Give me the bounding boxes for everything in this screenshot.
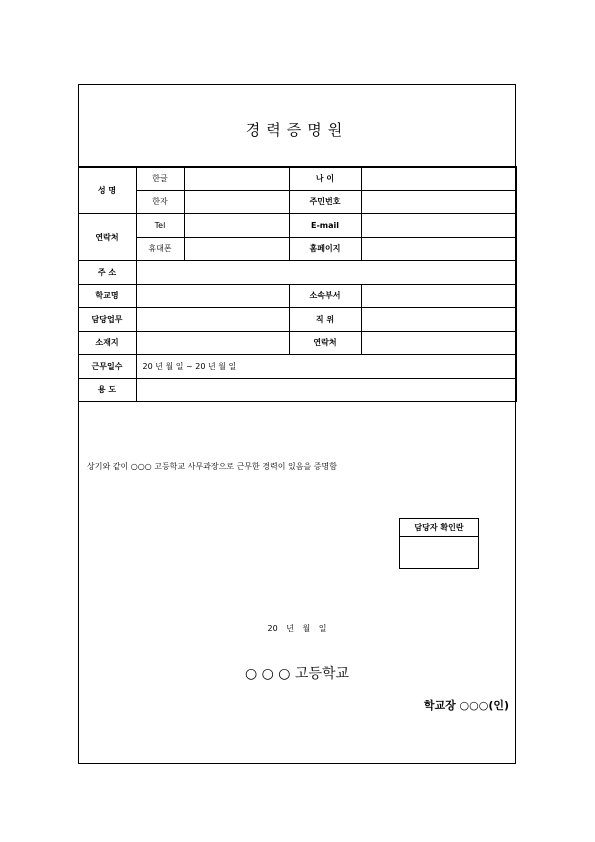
field-school-name[interactable] xyxy=(136,284,289,308)
label-age: 나 이 xyxy=(289,167,361,191)
label-hangul: 한글 xyxy=(136,167,184,191)
field-address[interactable] xyxy=(136,261,516,285)
label-name: 성 명 xyxy=(78,167,136,214)
label-purpose: 용 도 xyxy=(78,378,136,402)
principal-signature: 학교장 ○○○(인) xyxy=(423,699,509,712)
field-duty[interactable] xyxy=(136,308,289,332)
certificate-frame xyxy=(78,84,516,764)
label-hanja: 한자 xyxy=(136,190,184,214)
field-mobile[interactable] xyxy=(184,237,289,261)
field-hanja-name[interactable] xyxy=(184,190,289,214)
label-homepage: 홈페이지 xyxy=(289,237,361,261)
label-school-name: 학교명 xyxy=(78,284,136,308)
field-age[interactable] xyxy=(361,167,516,191)
document-title: 경력증명원 xyxy=(245,121,349,139)
label-email: E-mail xyxy=(289,214,361,238)
confirm-box xyxy=(399,518,479,569)
field-resident-no[interactable] xyxy=(361,190,516,214)
field-contact2[interactable] xyxy=(361,331,516,355)
info-table xyxy=(78,166,517,402)
field-purpose[interactable] xyxy=(136,378,516,402)
certification-statement: 상기와 같이 ○○○ 고등학교 사무과장으로 근무한 경력이 있음을 증명함 xyxy=(87,462,337,471)
field-location[interactable] xyxy=(136,331,289,355)
title-area xyxy=(79,85,515,168)
label-address: 주 소 xyxy=(78,261,136,285)
issue-date: 20 년 월 일 xyxy=(267,624,327,633)
confirm-box-header: 담당자 확인란 xyxy=(400,519,478,537)
label-department: 소속부서 xyxy=(289,284,361,308)
label-contact: 연락처 xyxy=(78,214,136,261)
label-position: 직 위 xyxy=(289,308,361,332)
school-name: ○ ○ ○ 고등학교 xyxy=(244,666,350,682)
label-work-period: 근무일수 xyxy=(78,355,136,379)
field-position[interactable] xyxy=(361,308,516,332)
field-department[interactable] xyxy=(361,284,516,308)
label-resident-no: 주민번호 xyxy=(289,190,361,214)
field-email[interactable] xyxy=(361,214,516,238)
confirm-box-field[interactable] xyxy=(400,537,478,570)
field-work-period[interactable]: 20 년 월 일 ~ 20 년 월 일 xyxy=(136,355,516,379)
field-homepage[interactable] xyxy=(361,237,516,261)
field-hangul-name[interactable] xyxy=(184,167,289,191)
label-contact2: 연락처 xyxy=(289,331,361,355)
label-duty: 담당업무 xyxy=(78,308,136,332)
label-mobile: 휴대폰 xyxy=(136,237,184,261)
label-tel: Tel xyxy=(136,214,184,238)
field-tel[interactable] xyxy=(184,214,289,238)
label-location: 소재지 xyxy=(78,331,136,355)
